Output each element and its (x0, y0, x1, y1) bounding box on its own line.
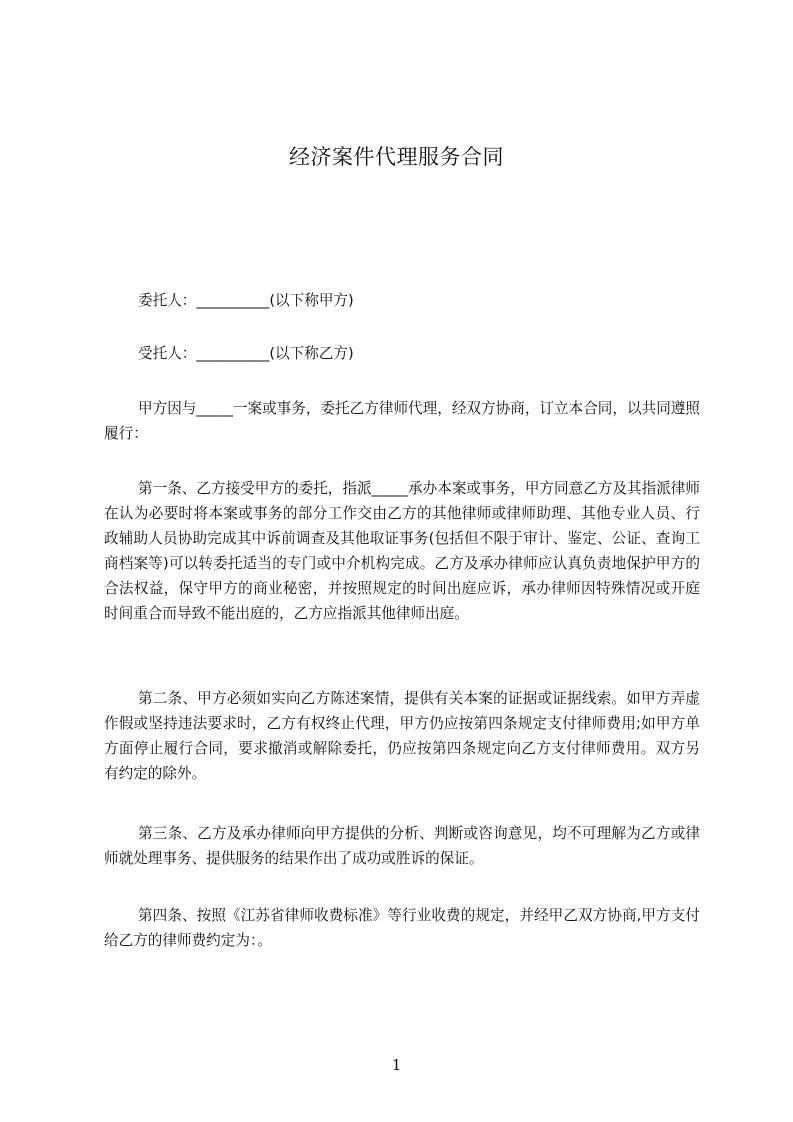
article-2-paragraph: 第二条、甲方必须如实向乙方陈述案情，提供有关本案的证据或证据线索。如甲方弄虚作假或坚持违法要求时，乙方有权终止代理，甲方仍应按第四条规定支付律师费用;如甲方单方面停止履行合同，要求撤消或解除委托，仍应按第四条规定向乙方支付律师费用。双方另有约定的除外。 (104, 690, 700, 782)
article-1-paragraph: 第一条、乙方接受甲方的委托，指派_____承办本案或事务，甲方同意乙方及其指派律师在认为必要时将本案或事务的部分工作交由乙方的其他律师或律师助理、其他专业人员、行政辅助人员协助完成其中诉前调查及其他取证事务(包括但不限于审计、鉴定、公证、查询工商档案等)可以转委托适当的专门或中介机构完成。乙方及承办律师应认真负责地保护甲方的合法权益，保守甲方的商业秘密，并按照规定的时间出庭应诉，承办律师因特殊情况或开庭时间重合而导致不能出庭的，乙方应指派其他律师出庭。 (104, 480, 700, 622)
article-4-paragraph: 第四条、按照《江苏省律师收费标准》等行业收费的规定，并经甲乙双方协商,甲方支付给乙方的律师费约定为：。 (104, 907, 700, 949)
article-3-paragraph: 第三条、乙方及承办律师向甲方提供的分析、判断或咨询意见，均不可理解为乙方或律师就处理事务、提供服务的结果作出了成功或胜诉的保证。 (104, 825, 700, 867)
agent-line: 受托人：__________(以下称乙方) (138, 345, 354, 362)
document-title: 经济案件代理服务合同 (289, 145, 504, 169)
principal-line: 委托人：__________(以下称甲方) (138, 292, 354, 309)
intro-paragraph: 甲方因与_____一案或事务，委托乙方律师代理，经双方协商，订立本合同，以共同遵照履行： (104, 400, 700, 442)
page-number: 1 (391, 1056, 402, 1074)
